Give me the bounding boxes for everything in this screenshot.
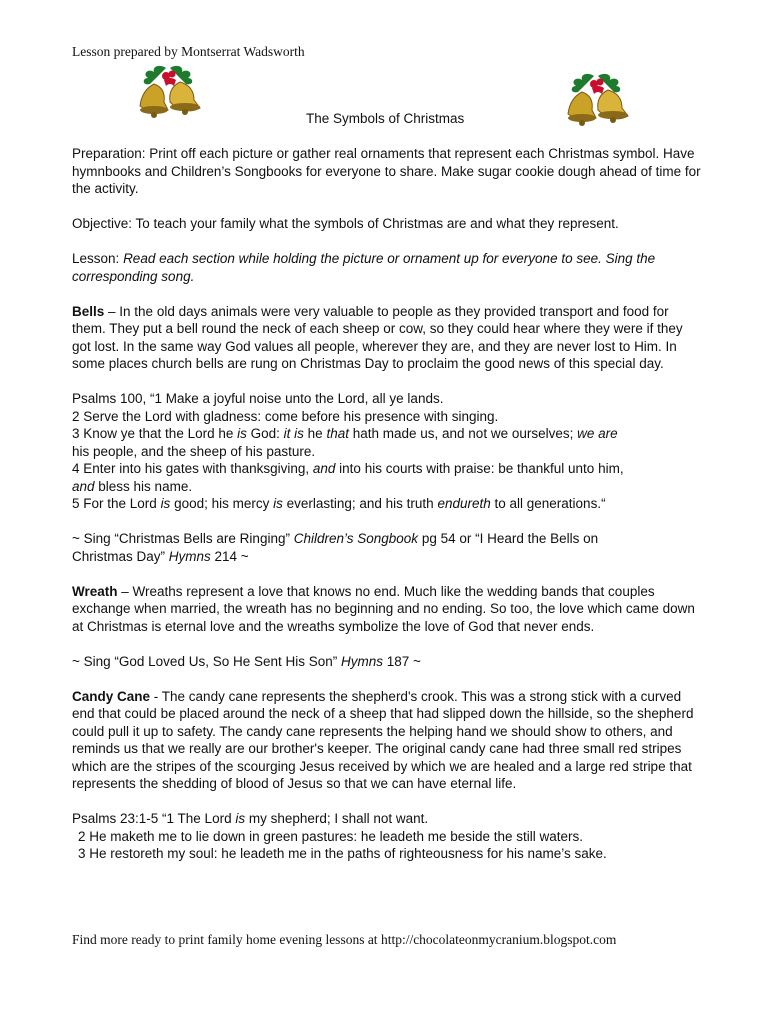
candy-cane-text: - The candy cane represents the shepherd's crook. This was a strong stick with a curved end that could be placed around the neck of a sheep that had slipped down the hillside, so the shepherd could pull it up to safety. The candy cane represents the helping hand we should show to others, and reminds us that we really are our brother's keeper. The original candy cane had three small red stripes which are the stripes of the scourging Jesus received by which we are healed and a large red stripe that represents the shedding of blood of Jesus so that we can have eternal life.: [72, 688, 694, 791]
psalm-23: [72, 810, 702, 863]
footer-link-text: Find more ready to print family home evening lessons at http://chocolateonmycranium.blogspot.com: [72, 932, 617, 947]
lesson-body: [72, 145, 702, 880]
psalm-100-line-6: and bless his name.: [72, 478, 193, 494]
psalm-23-line-1: Psalms 23:1-5 “1 The Lord is my shepherd; I shall not want.: [72, 811, 429, 826]
christmas-bells-icon: [134, 62, 206, 124]
psalm-100: [72, 390, 702, 513]
preparation-paragraph: Preparation: Print off each picture or gather real ornaments that represent each Christmas symbol. Have hymnbooks and Children’s Songbooks for everyone to share. Make sugar cookie dough ahead of time for the activity.: [72, 146, 701, 196]
lesson-label: Lesson:: [72, 251, 120, 266]
christmas-bells-icon: [562, 70, 634, 132]
wreath-heading: Wreath: [72, 583, 118, 599]
lesson-paragraph: [72, 250, 702, 285]
psalm-100-line-4: his people, and the sheep of his pasture.: [72, 443, 316, 459]
psalm-100-line-5: 4 Enter into his gates with thanksgiving, and into his courts with praise: be thankful unto him,: [72, 461, 624, 476]
psalm-23-line-2: 2 He maketh me to lie down in green pastures: he leadeth me beside the still waters.: [78, 828, 584, 844]
candy-cane-heading: Candy Cane: [72, 688, 151, 704]
wreath-text: – Wreaths represent a love that knows no end. Much like the wedding bands that couples exchange when married, the wreath has no beginning and no ending. So too, the love which came down at Christmas is eternal love and the wreaths symbolize the love of God that never ends.: [72, 583, 695, 634]
bells-paragraph: [72, 303, 702, 373]
page-title: The Symbols of Christmas: [306, 111, 465, 126]
lesson-instruction: Read each section while holding the picture or ornament up for everyone to see. Sing the corresponding song.: [72, 251, 656, 284]
sing-bells-songs: ~ Sing “Christmas Bells are Ringing” Children’s Songbook pg 54 or “I Heard the Bells on Christmas Day” Hymns 214 ~: [72, 531, 599, 564]
bells-heading: Bells: [72, 303, 105, 319]
bells-text: – In the old days animals were very valuable to people as they provided transport and food for them. They put a bell round the neck of each sheep or cow, so they could hear where they were if they got lost. In the same way God values all people, wherever they are, and they are never lost to Him. In some places church bells are rung on Christmas Day to proclaim the good news of this special day.: [72, 303, 683, 371]
psalm-23-line-3: 3 He restoreth my soul: he leadeth me in the paths of righteousness for his name’s sake.: [78, 846, 607, 861]
wreath-paragraph: [72, 583, 702, 636]
psalm-100-line-1: Psalms 100, “1 Make a joyful noise unto the Lord, all ye lands.: [72, 391, 444, 406]
psalm-100-line-2: 2 Serve the Lord with gladness: come before his presence with singing.: [72, 408, 499, 424]
candy-cane-paragraph: [72, 688, 702, 793]
sing-wreath-song: ~ Sing “God Loved Us, So He Sent His Son” Hymns 187 ~: [72, 653, 421, 669]
lesson-author: Lesson prepared by Montserrat Wadsworth: [72, 44, 305, 59]
psalm-100-line-3: 3 Know ye that the Lord he is God: it is he that hath made us, and not we ourselves; we are: [72, 426, 618, 441]
psalm-100-line-7: 5 For the Lord is good; his mercy is everlasting; and his truth endureth to all generations.“: [72, 496, 606, 511]
objective-paragraph: Objective: To teach your family what the symbols of Christmas are and what they represent.: [72, 216, 619, 231]
